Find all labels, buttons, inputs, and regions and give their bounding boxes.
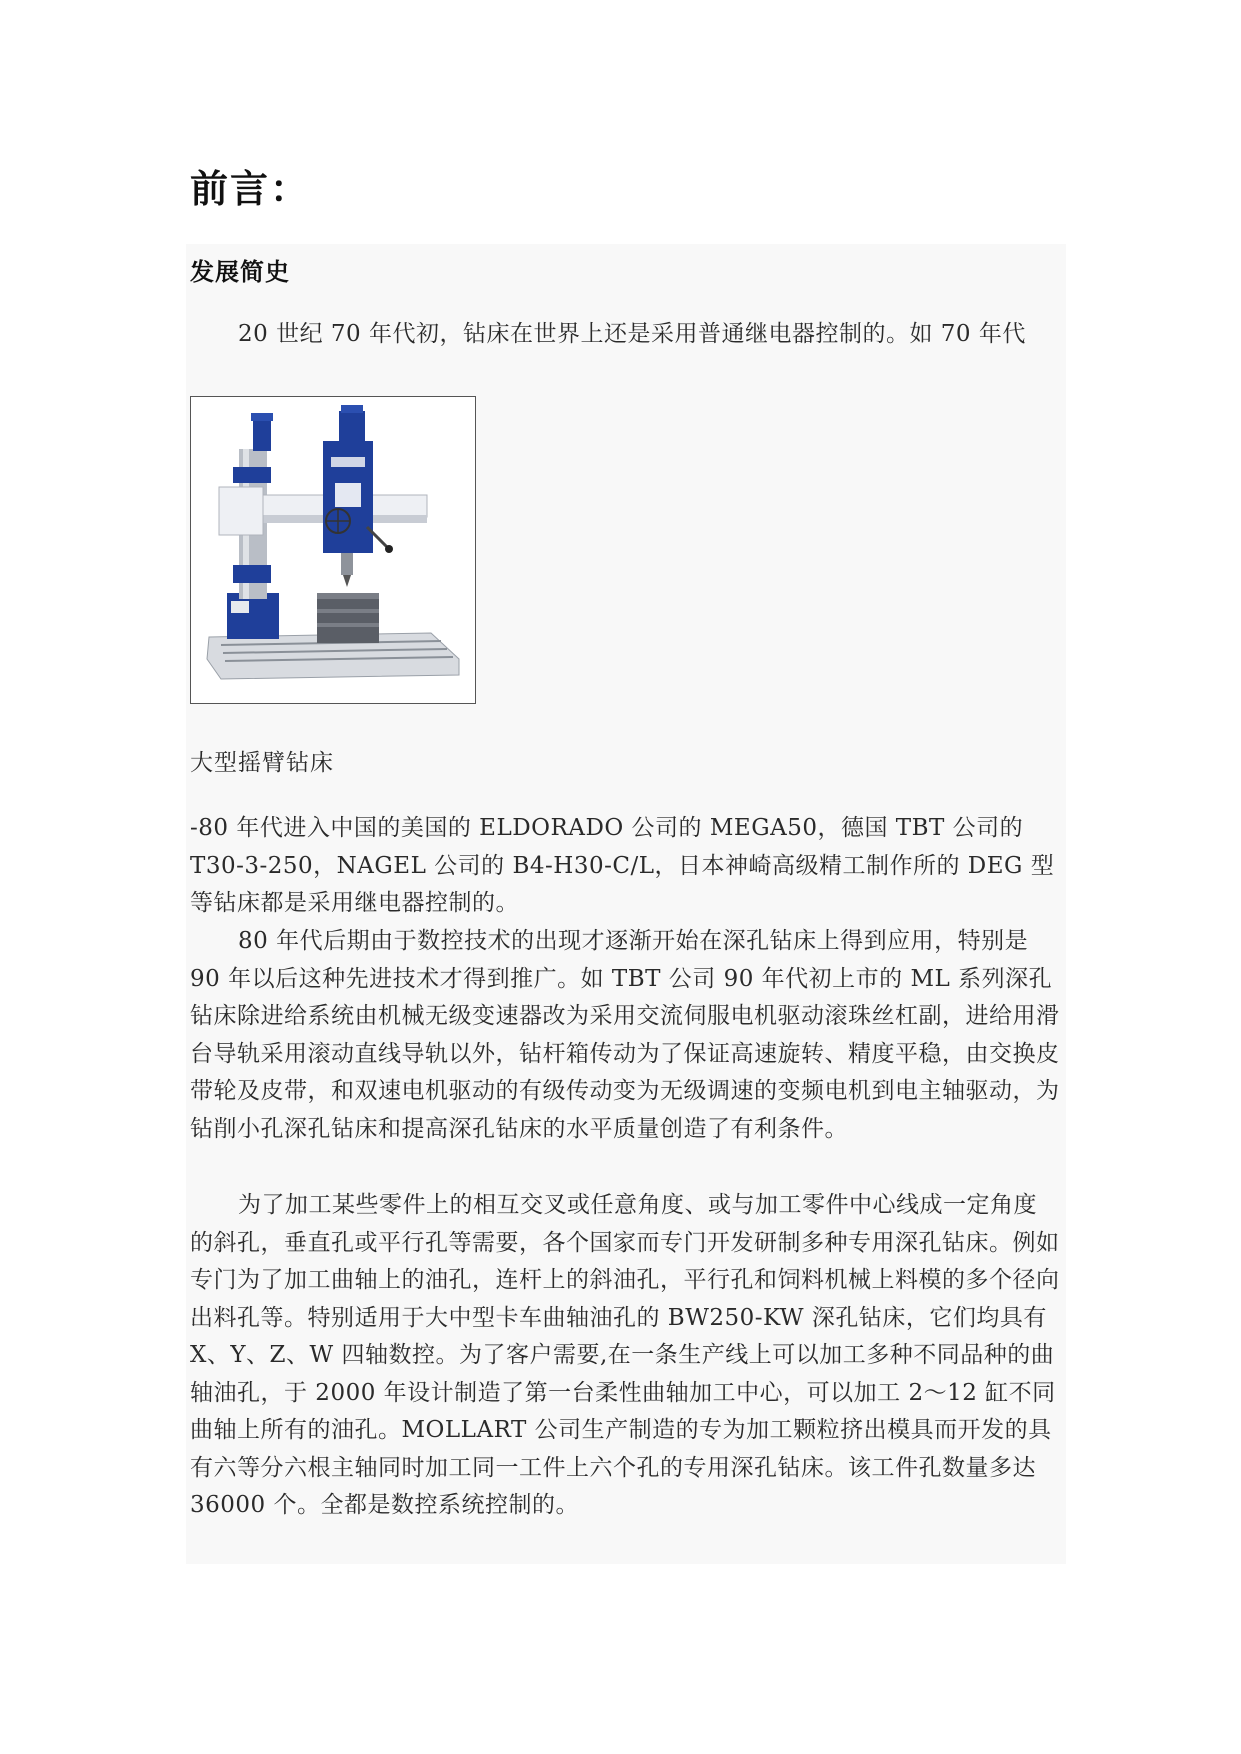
- radial-drill-photo: [190, 396, 476, 704]
- image-caption: 大型摇臂钻床: [190, 750, 334, 776]
- paragraph-intro: 20 世纪 70 年代初，钻床在世界上还是采用普通继电器控制的。如 70 年代: [238, 321, 1026, 347]
- paragraph-cnc-adoption: 80 年代后期由于数控技术的出现才逐渐开始在深孔钻床上得到应用，特别是 90 年以后这种先进技术才得到推广。如 TBT 公司 90 年代初上市的 ML 系列深孔钻床除进给系统由机械无级变速器改为采用交流伺服电机驱动滚珠丝杠副，进给用滑台导轨采用滚动直线导轨以外，钻杆箱传动为了保证高速旋转、精度平稳，由交换皮带轮及皮带，和双速电机驱动的有级传动变为无级调速的变频电机到电主轴驱动，为钻削小孔深孔钻床和提高深孔钻床的水平质量创造了有利条件。: [190, 928, 1060, 1142]
- paragraph-special-machines: 为了加工某些零件上的相互交叉或任意角度、或与加工零件中心线成一定角度的斜孔，垂直孔或平行孔等需要，各个国家而专门开发研制多种专用深孔钻床。例如专门为了加工曲轴上的油孔，连杆上的斜油孔，平行孔和饲料机械上料模的多个径向出料孔等。特别适用于大中型卡车曲轴油孔的 BW250-KW 深孔钻床，它们均具有 X、Y、Z、W 四轴数控。为了客户需要,在一条生产线上可以加工多种不同品种的曲轴油孔，于 2000 年设计制造了第一台柔性曲轴加工中心，可以加工 2～12 缸不同曲轴上所有的油孔。MOLLART 公司生产制造的专为加工颗粒挤出模具而开发的具有六等分六根主轴同时加工同一工件上六个孔的专用深孔钻床。该工件孔数量多达 36000 个。全都是数控系统控制的。: [190, 1192, 1060, 1518]
- paragraph-continuation: -80 年代进入中国的美国的 ELDORADO 公司的 MEGA50，德国 TBT 公司的 T30-3-250，NAGEL 公司的 B4-H30-C/L，日本神崎高级精工制作所的 DEG 型等钻床都是采用继电器控制的。: [190, 815, 1055, 916]
- section-title: 发展简史: [190, 258, 290, 286]
- radial-drill-illustration: [191, 397, 475, 703]
- page-heading: 前言：: [190, 167, 311, 211]
